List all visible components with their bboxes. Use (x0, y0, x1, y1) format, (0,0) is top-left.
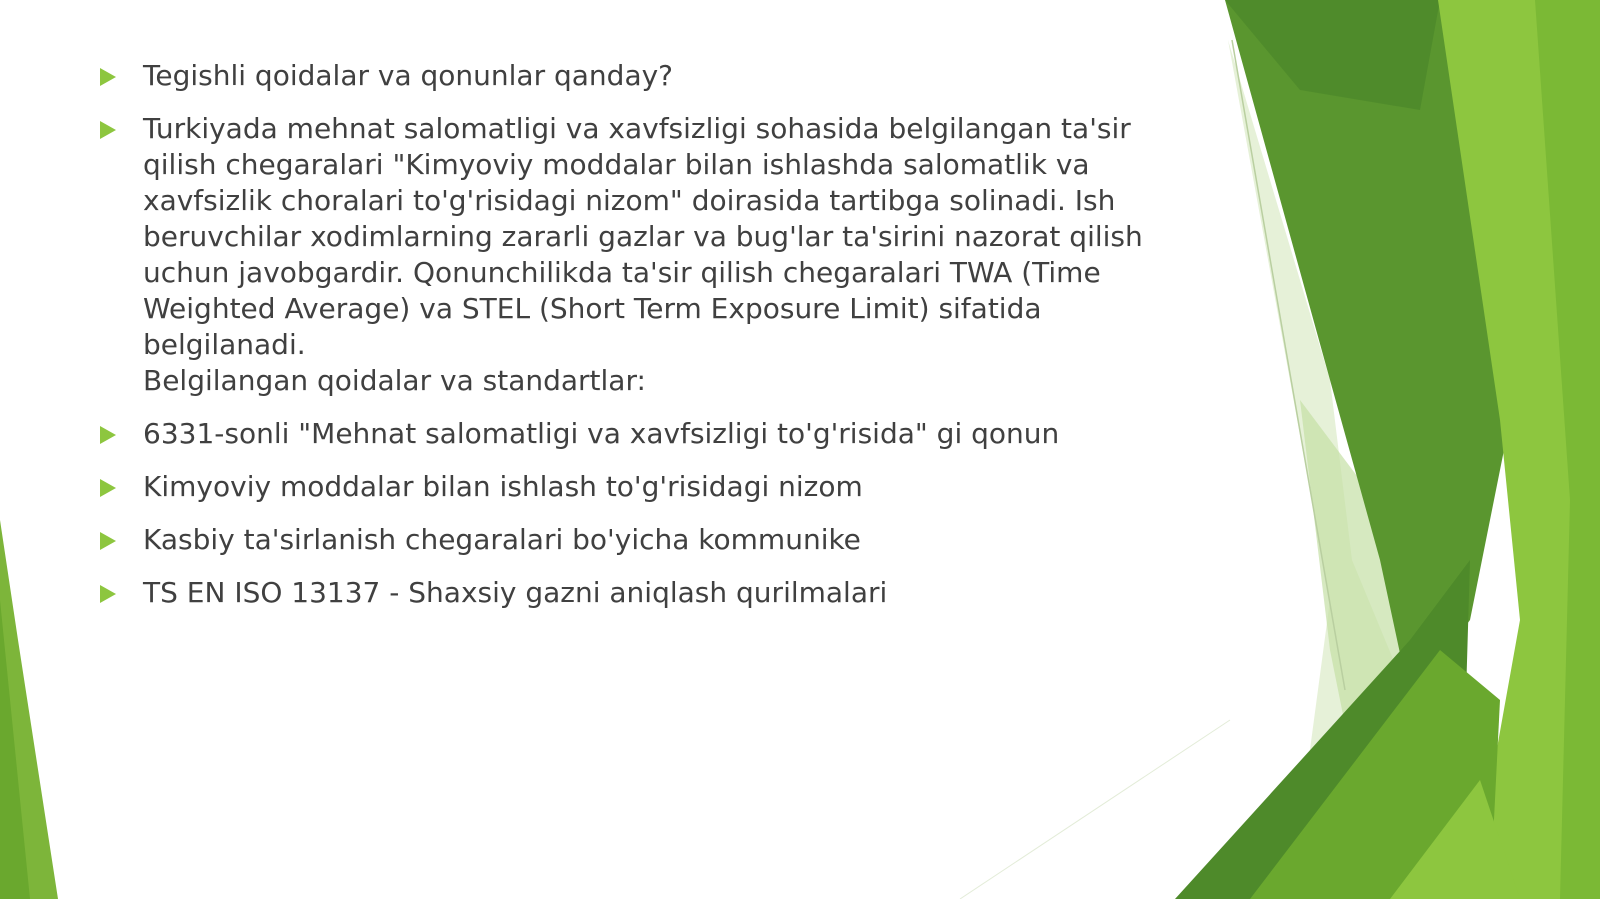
right-triangle-icon (100, 585, 116, 603)
bullet-text: TS EN ISO 13137 - Shaxsiy gazni aniqlash qurilmalari (143, 576, 888, 609)
bullet-item (98, 58, 1158, 94)
slide-content (98, 58, 1158, 628)
bullet-item (98, 416, 1158, 452)
right-triangle-icon (100, 68, 116, 86)
bullet-text: Tegishli qoidalar va qonunlar qanday? (143, 59, 674, 92)
bullet-text-continuation: Belgilangan qoidalar va standartlar: (143, 364, 646, 397)
deco-line-2 (960, 720, 1230, 899)
bullet-text: Turkiyada mehnat salomatligi va xavfsizligi sohasida belgilangan ta'sir qilish chegaralari "Kimyoviy moddalar bilan ishlashda salomatlik va xavfsizlik choralari to'g'risidagi nizom" doirasida tartibga solinadi. Ish beruvchilar xodimlarning zararli gazlar va bug'lar ta'sirini nazorat qilish uchun javobgardir. Qonunchilikda ta'sir qilish chegaralari TWA (Time Weighted Average) va STEL (Short Term Exposure Limit) sifatida belgilanadi. (143, 112, 1143, 361)
bullet-item (98, 111, 1158, 399)
bullet-text: Kasbiy ta'sirlanish chegaralari bo'yicha kommunike (143, 523, 861, 556)
bullet-list (98, 58, 1158, 611)
bullet-item (98, 575, 1158, 611)
bullet-item (98, 522, 1158, 558)
bullet-item (98, 469, 1158, 505)
right-triangle-icon (100, 479, 116, 497)
bullet-text: 6331-sonli "Mehnat salomatligi va xavfsizligi to'g'risida" gi qonun (143, 417, 1060, 450)
bullet-text: Kimyoviy moddalar bilan ishlash to'g'risidagi nizom (143, 470, 863, 503)
right-triangle-icon (100, 426, 116, 444)
right-triangle-icon (100, 121, 116, 139)
right-triangle-icon (100, 532, 116, 550)
